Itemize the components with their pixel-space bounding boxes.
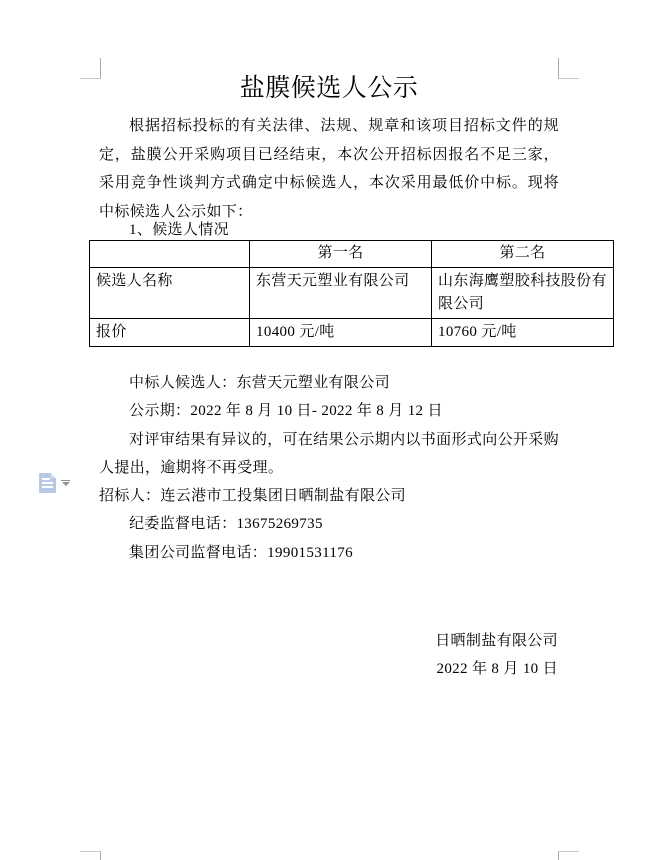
paste-options-button[interactable] [39, 473, 70, 493]
table-header-second-place: 第二名 [432, 241, 614, 268]
section-heading: 1、候选人情况 [129, 222, 229, 238]
group-phone-line: 集团公司监督电话：19901531176 [129, 544, 353, 561]
paste-options-icon[interactable] [39, 473, 56, 493]
price-first: 10400 元/吨 [250, 319, 432, 347]
winner-line: 中标人候选人：东营天元塑业有限公司 [129, 375, 390, 391]
candidate-second-name: 山东海鹰塑胶科技股份有限公司 [432, 268, 614, 319]
table-header-row [90, 241, 614, 268]
intro-paragraph: 根据招标投标的有关法律、法规、规章和该项目招标文件的规定，盐膜公开采购项目已经结束，本次公开招标因报名不足三家，采用竞争性谈判方式确定中标候选人，本次采用最低价中标。现将中标候选人公示如下： [99, 118, 559, 220]
icon-text-line [42, 478, 50, 480]
page-fold-corner [51, 473, 56, 478]
publicity-period-line: 公示期：2022 年 8 月 10 日- 2022 年 8 月 12 日 [129, 403, 443, 420]
objection-paragraph: 对评审结果有异议的，可在结果公示期内以书面形式向公开采购人提出，逾期将不再受理。 [99, 431, 559, 476]
row-label-candidate-name: 候选人名称 [90, 268, 250, 319]
dropdown-triangle [62, 482, 70, 486]
table-header-first-place: 第一名 [250, 241, 432, 268]
document-title: 盐膜候选人公示 [239, 75, 419, 102]
discipline-phone-line: 纪委监督电话：13675269735 [129, 516, 323, 533]
table-row-price [90, 319, 614, 347]
signature-date: 2022 年 8 月 10 日 [436, 661, 558, 678]
row-label-price: 报价 [90, 319, 250, 347]
table-row-candidate-name [90, 268, 614, 319]
candidates-table [89, 240, 614, 347]
tenderer-line: 招标人：连云港市工投集团日晒制盐有限公司 [99, 488, 407, 505]
price-second: 10760 元/吨 [432, 319, 614, 347]
dropdown-arrow-icon[interactable] [61, 480, 70, 486]
icon-text-line [42, 482, 53, 484]
signature-company: 日晒制盐有限公司 [435, 633, 558, 649]
crop-mark-bottom-left [80, 851, 101, 860]
body-text-block [99, 369, 559, 567]
table-header-empty [90, 241, 250, 268]
signature-block [99, 627, 558, 684]
dropdown-bar [61, 480, 70, 481]
icon-text-line [42, 486, 53, 488]
candidate-first-name: 东营天元塑业有限公司 [250, 268, 432, 319]
crop-mark-bottom-right [558, 851, 579, 860]
